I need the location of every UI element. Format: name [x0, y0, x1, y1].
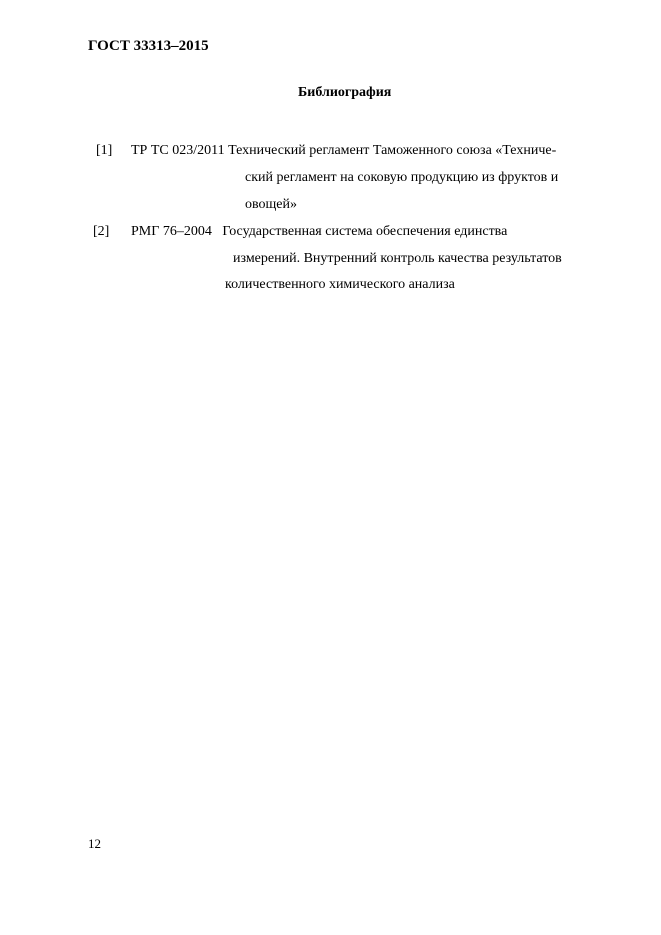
reference-text-line: РМГ 76–2004 Государственная система обеспечения единства [131, 224, 508, 239]
reference-number: [1] [96, 143, 113, 158]
reference-text-line: ТР ТС 023/2011 Технический регламент Таможенного союза «Техниче- [131, 143, 557, 158]
reference-text-line: овощей» [245, 197, 298, 212]
page-number: 12 [88, 836, 101, 851]
reference-text-line: измерений. Внутренний контроль качества результатов [233, 251, 562, 266]
reference-text-line: количественного химического анализа [225, 277, 455, 292]
standard-code-header: ГОСТ 33313–2015 [88, 38, 209, 54]
reference-number: [2] [93, 224, 110, 239]
section-title: Библиография [298, 85, 392, 100]
reference-text-line: ский регламент на соковую продукцию из фруктов и [245, 170, 559, 185]
